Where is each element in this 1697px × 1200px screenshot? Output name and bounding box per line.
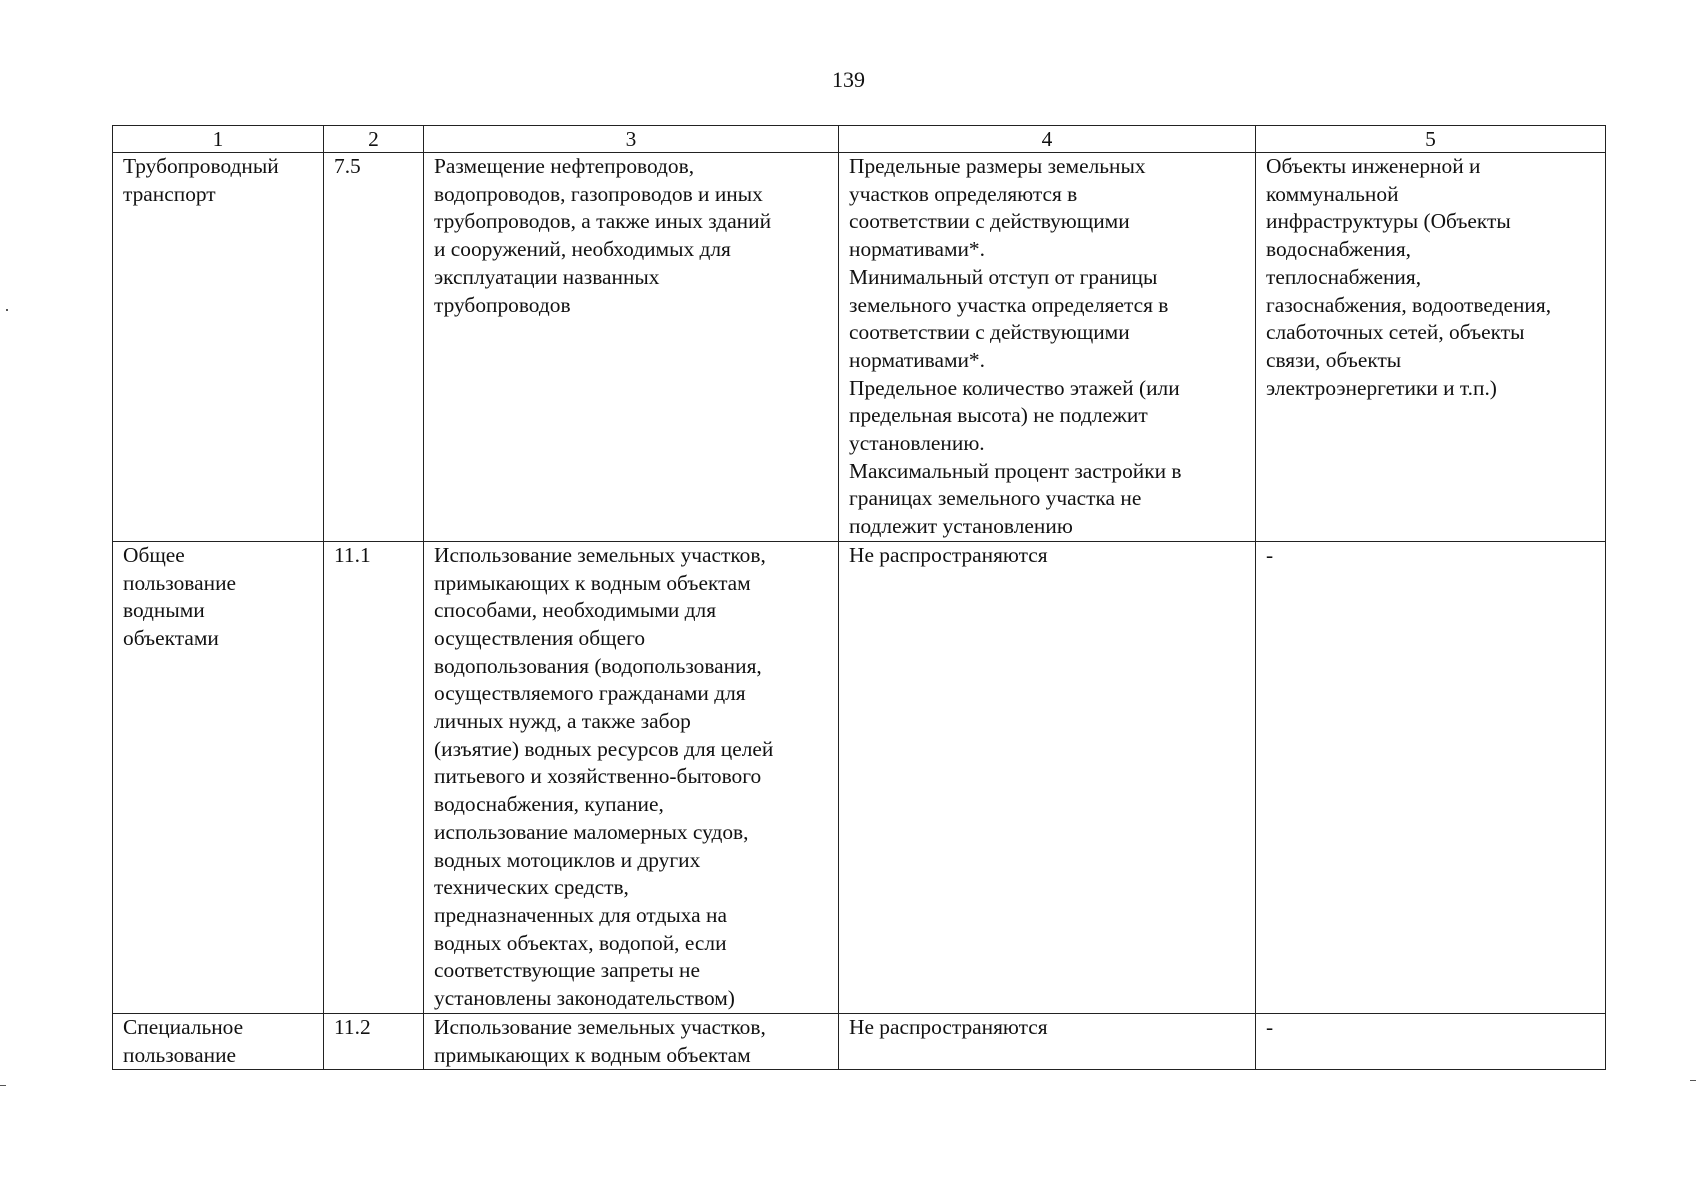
column-header-4: 4	[839, 126, 1256, 153]
table-row	[113, 1013, 1606, 1069]
cell-use-name: Специальное пользование	[113, 1013, 324, 1069]
cell-objects: Объекты инженерной и коммунальной инфраструктуры (Объекты водоснабжения, теплоснабжения, газоснабжения, водоотведения, слаботочных сетей, объекты связи, объекты электроэнергетики и т.п.)	[1256, 153, 1606, 542]
cell-use-code: 7.5	[324, 153, 424, 542]
cell-objects: -	[1256, 1013, 1606, 1069]
column-header-3: 3	[424, 126, 839, 153]
scan-mark	[0, 1085, 6, 1086]
cell-use-description: Размещение нефтепроводов, водопроводов, газопроводов и иных трубопроводов, а также иных зданий и сооружений, необходимых для эксплуатации названных трубопроводов	[424, 153, 839, 542]
cell-parameters: Не распространяются	[839, 541, 1256, 1013]
cell-use-name: Трубопроводный транспорт	[113, 153, 324, 542]
cell-objects: -	[1256, 541, 1606, 1013]
table-row	[113, 153, 1606, 542]
cell-use-code: 11.2	[324, 1013, 424, 1069]
cell-use-code: 11.1	[324, 541, 424, 1013]
cell-parameters: Предельные размеры земельных участков определяются в соответствии с действующими нормативами*. Минимальный отступ от границы земельного участка определяется в соответствии с действующими нормативами*. Предельное количество этажей (или предельная высота) не подлежит установлению. Максимальный процент застройки в границах земельного участка не подлежит установлению	[839, 153, 1256, 542]
page-number: 139	[832, 67, 865, 92]
cell-parameters: Не распространяются	[839, 1013, 1256, 1069]
column-header-2: 2	[324, 126, 424, 153]
scan-mark	[1690, 1080, 1696, 1081]
cell-use-name: Общее пользование водными объектами	[113, 541, 324, 1013]
cell-use-description: Использование земельных участков, примыкающих к водным объектам способами, необходимыми для осуществления общего водопользования (водопользования, осуществляемого гражданами для личных нужд, а также забор (изъятие) водных ресурсов для целей питьевого и хозяйственно-бытового водоснабжения, купание, использование маломерных судов, водных мотоциклов и других технических средств, предназначенных для отдыха на водных объектах, водопой, если соответствующие запреты не установлены законодательством)	[424, 541, 839, 1013]
land-use-table	[112, 125, 1606, 1070]
table-row	[113, 541, 1606, 1013]
cell-use-description: Использование земельных участков, примыкающих к водным объектам	[424, 1013, 839, 1069]
scan-mark	[6, 309, 8, 311]
column-header-5: 5	[1256, 126, 1606, 153]
table-header-row	[113, 126, 1606, 153]
column-header-1: 1	[113, 126, 324, 153]
